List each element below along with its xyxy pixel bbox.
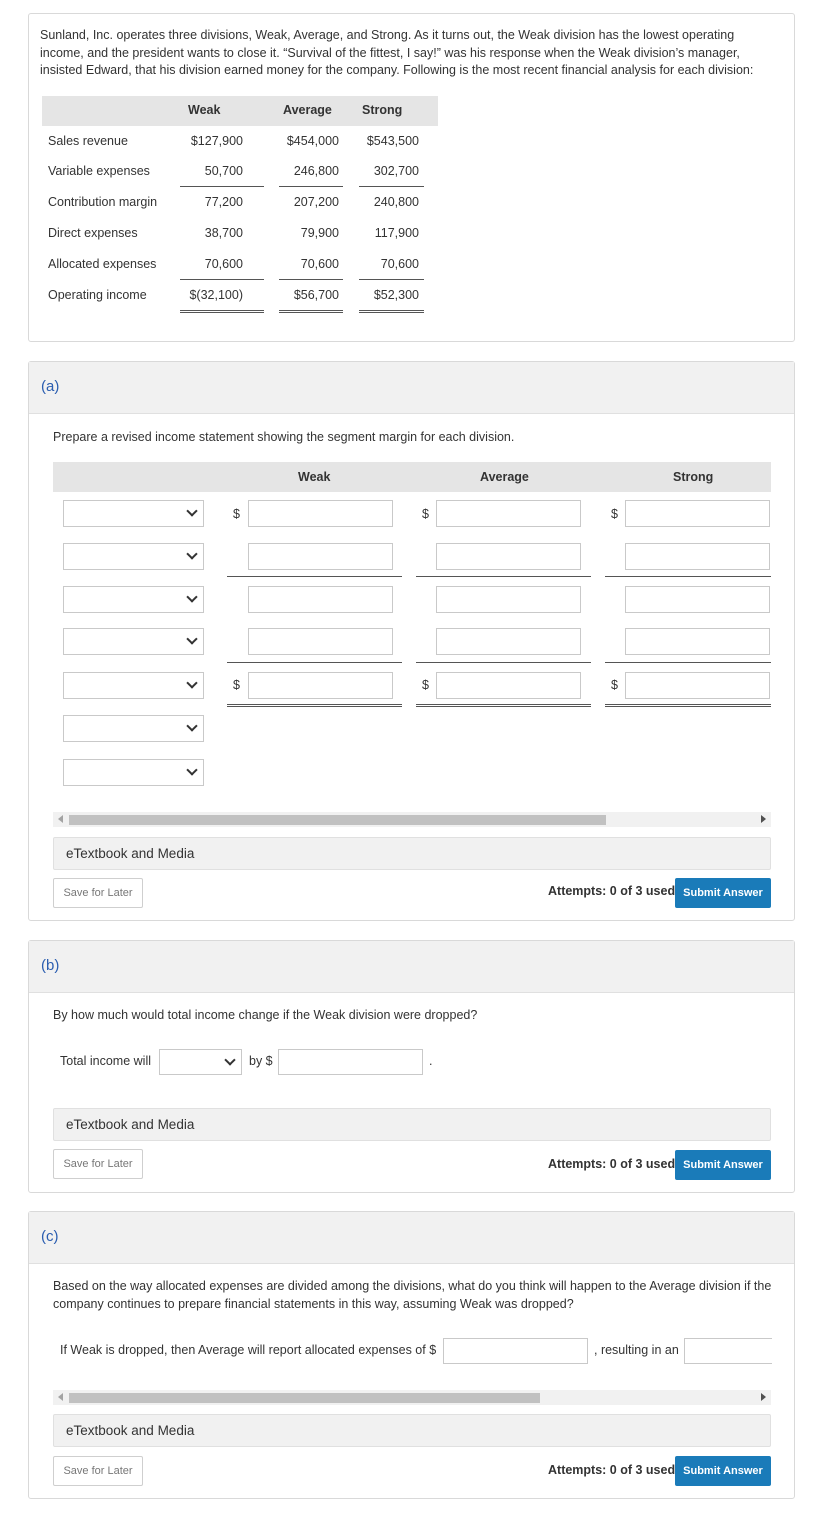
average-allocated: 70,600 <box>300 257 339 271</box>
chevron-down-icon <box>186 764 197 775</box>
strong-direct: 117,900 <box>374 226 419 240</box>
weak-operating: $(32,100) <box>189 288 243 302</box>
scroll-left-arrow-icon[interactable] <box>58 815 63 823</box>
save-for-later-button[interactable]: Save for Later <box>53 878 143 908</box>
part-c-sentence-start: If Weak is dropped, then Average will report allocated expenses of $ <box>60 1343 437 1357</box>
etextbook-media-label: eTextbook and Media <box>66 1423 195 1438</box>
double-underline <box>279 310 343 313</box>
problem-text: Sunland, Inc. operates three divisions, Weak, Average, and Strong. As it turns out, the Weak division has the lowest operating income, and the president wants to close it. “Survival of the fittest, I say!” was his response when the Weak division’s manager, insisted Edward, that his division earned money for the company. Following is the most recent financial analysis for each division: <box>40 28 754 77</box>
column-strong: Strong <box>673 470 714 484</box>
submit-answer-button[interactable]: Submit Answer <box>675 878 771 908</box>
problem-statement-box <box>28 13 795 342</box>
row-3-average-input[interactable] <box>436 586 581 613</box>
chevron-down-icon <box>224 1054 235 1065</box>
sentence-period: . <box>429 1054 433 1068</box>
row-1-account-select[interactable] <box>63 500 204 527</box>
double-underline <box>359 310 424 313</box>
row-4-strong-input[interactable] <box>625 628 770 655</box>
part-c-sentence-mid: , resulting in an <box>594 1343 679 1357</box>
horizontal-scrollbar[interactable] <box>53 812 771 827</box>
part-c-header <box>29 1212 794 1264</box>
part-c-panel <box>28 1211 795 1499</box>
underline <box>416 576 591 577</box>
weak-variable: 50,700 <box>204 164 243 178</box>
currency-symbol: $ <box>422 678 429 692</box>
row-3-strong-input[interactable] <box>625 586 770 613</box>
etextbook-media-label: eTextbook and Media <box>66 1117 195 1132</box>
scroll-thumb[interactable] <box>69 815 606 825</box>
currency-symbol: $ <box>233 678 240 692</box>
average-variable: 246,800 <box>293 164 339 178</box>
row-label-allocated: Allocated expenses <box>48 257 157 271</box>
underline <box>227 576 402 577</box>
double-underline <box>605 704 771 707</box>
chevron-down-icon <box>186 720 197 731</box>
row-7-account-select[interactable] <box>63 759 204 786</box>
double-underline <box>227 704 402 707</box>
weak-contribution: 77,200 <box>204 195 243 209</box>
attempts-counter: Attempts: 0 of 3 used <box>548 884 676 898</box>
double-underline <box>416 704 591 707</box>
row-2-strong-input[interactable] <box>625 543 770 570</box>
row-2-average-input[interactable] <box>436 543 581 570</box>
row-label-variable: Variable expenses <box>48 164 150 178</box>
income-change-amount-input[interactable] <box>278 1049 423 1075</box>
chevron-down-icon <box>186 548 197 559</box>
underline <box>279 279 343 280</box>
row-5-weak-input[interactable] <box>248 672 393 699</box>
row-label-direct: Direct expenses <box>48 226 138 240</box>
part-b-header <box>29 941 794 993</box>
strong-operating: $52,300 <box>373 288 419 302</box>
submit-answer-button[interactable]: Submit Answer <box>675 1456 771 1486</box>
etextbook-media-label: eTextbook and Media <box>66 846 195 861</box>
part-a-panel <box>28 361 795 921</box>
part-a-prompt: Prepare a revised income statement showing the segment margin for each division. <box>53 430 515 444</box>
part-c-prompt: Based on the way allocated expenses are divided among the divisions, what do you think will happen to the Average division if the company continues to prepare financial statements in this way, assuming Weak was dropped? <box>53 1279 772 1311</box>
chevron-down-icon <box>186 633 197 644</box>
etextbook-media-bar[interactable] <box>53 1414 771 1447</box>
currency-symbol: $ <box>422 507 429 521</box>
part-b-panel <box>28 940 795 1193</box>
average-contribution: 207,200 <box>293 195 339 209</box>
weak-direct: 38,700 <box>204 226 243 240</box>
attempts-counter: Attempts: 0 of 3 used <box>548 1463 676 1477</box>
weak-allocated: 70,600 <box>204 257 243 271</box>
currency-symbol: $ <box>611 507 618 521</box>
horizontal-scrollbar[interactable] <box>53 1390 771 1405</box>
chevron-down-icon <box>186 591 197 602</box>
underline <box>359 186 424 187</box>
scroll-left-arrow-icon[interactable] <box>58 1393 63 1401</box>
row-2-weak-input[interactable] <box>248 543 393 570</box>
row-3-account-select[interactable] <box>63 586 204 613</box>
row-5-strong-input[interactable] <box>625 672 770 699</box>
header-weak: Weak <box>188 103 221 117</box>
attempts-counter: Attempts: 0 of 3 used <box>548 1157 676 1171</box>
row-4-weak-input[interactable] <box>248 628 393 655</box>
underline <box>359 279 424 280</box>
underline <box>227 662 402 663</box>
etextbook-media-bar[interactable] <box>53 837 771 870</box>
header-average: Average <box>283 103 332 117</box>
row-1-average-input[interactable] <box>436 500 581 527</box>
part-b-sentence-start: Total income will <box>60 1054 152 1068</box>
part-a-letter: (a) <box>41 378 60 395</box>
average-sales: $454,000 <box>286 134 339 148</box>
row-4-average-input[interactable] <box>436 628 581 655</box>
header-strong: Strong <box>362 103 403 117</box>
row-label-sales: Sales revenue <box>48 134 128 148</box>
strong-contribution: 240,800 <box>373 195 419 209</box>
row-1-weak-input[interactable] <box>248 500 393 527</box>
part-c-letter: (c) <box>41 1228 59 1245</box>
part-b-letter: (b) <box>41 957 60 974</box>
row-1-strong-input[interactable] <box>625 500 770 527</box>
save-for-later-button[interactable]: Save for Later <box>53 1149 143 1179</box>
underline <box>605 662 771 663</box>
row-4-account-select[interactable] <box>63 628 204 655</box>
scroll-right-arrow-icon[interactable] <box>761 815 766 823</box>
currency-symbol: $ <box>611 678 618 692</box>
underline <box>416 662 591 663</box>
chevron-down-icon <box>186 677 197 688</box>
currency-symbol: $ <box>233 507 240 521</box>
scroll-right-arrow-icon[interactable] <box>761 1393 766 1401</box>
row-label-contribution: Contribution margin <box>48 195 158 209</box>
financial-table-header <box>42 96 438 126</box>
underline <box>279 186 343 187</box>
scroll-thumb[interactable] <box>69 1393 540 1403</box>
strong-allocated: 70,600 <box>380 257 419 271</box>
row-2-account-select[interactable] <box>63 543 204 570</box>
underline <box>605 576 771 577</box>
row-6-account-select[interactable] <box>63 715 204 742</box>
part-a-header <box>29 362 794 414</box>
chevron-down-icon <box>186 505 197 516</box>
weak-sales: $127,900 <box>190 134 243 148</box>
result-input[interactable] <box>684 1338 772 1364</box>
strong-variable: 302,700 <box>373 164 419 178</box>
average-direct: 79,900 <box>300 226 339 240</box>
row-5-account-select[interactable] <box>63 672 204 699</box>
income-change-direction-select[interactable] <box>159 1049 242 1075</box>
underline <box>180 279 264 280</box>
part-a-column-header <box>53 462 771 492</box>
double-underline <box>180 310 264 313</box>
column-average: Average <box>480 470 529 484</box>
underline <box>180 186 264 187</box>
row-label-operating: Operating income <box>48 288 147 302</box>
strong-sales: $543,500 <box>366 134 419 148</box>
allocated-expenses-input[interactable] <box>443 1338 588 1364</box>
part-b-prompt: By how much would total income change if the Weak division were dropped? <box>53 1008 478 1022</box>
save-for-later-button[interactable]: Save for Later <box>53 1456 143 1486</box>
average-operating: $56,700 <box>293 288 339 302</box>
by-dollar-label: by $ <box>249 1054 273 1068</box>
submit-answer-button[interactable]: Submit Answer <box>675 1150 771 1180</box>
etextbook-media-bar[interactable] <box>53 1108 771 1141</box>
column-weak: Weak <box>298 470 331 484</box>
row-3-weak-input[interactable] <box>248 586 393 613</box>
row-5-average-input[interactable] <box>436 672 581 699</box>
